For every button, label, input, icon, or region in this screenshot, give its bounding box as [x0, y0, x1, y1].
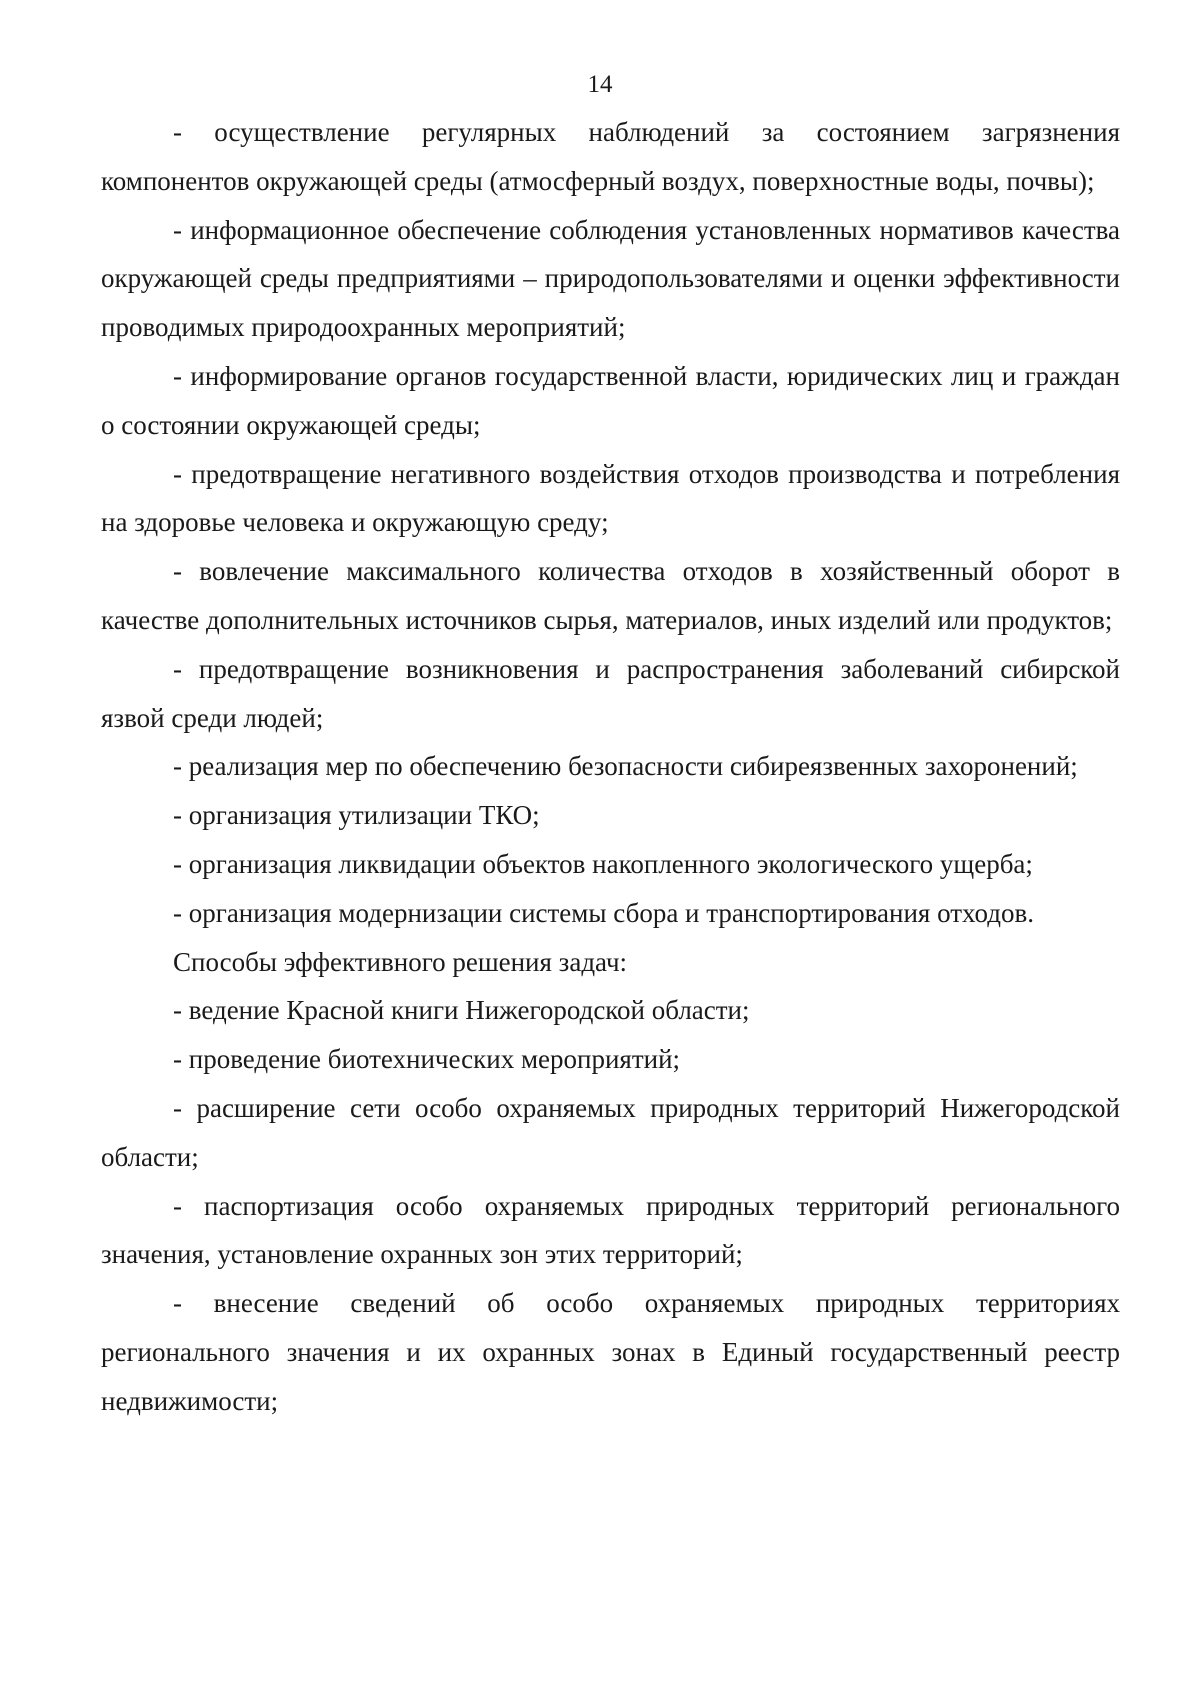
- paragraph-2: - информационное обеспечение соблюдения установленных нормативов качества окружающей среды предприятиями – природопользователями и оценки эффективности проводимых природоохранных мероприятий;: [101, 214, 1120, 343]
- paragraph-10: - организация модернизации системы сбора и транспортирования отходов.: [173, 897, 1034, 928]
- paragraph-6: - предотвращение возникновения и распространения заболеваний сибирской язвой среди людей;: [101, 653, 1120, 733]
- paragraph-15: - паспортизация особо охраняемых природных территорий регионального значения, установление охранных зон этих территорий;: [101, 1190, 1120, 1270]
- paragraph-3: - информирование органов государственной власти, юридических лиц и граждан о состоянии окружающей среды;: [101, 360, 1120, 440]
- paragraph-8: - организация утилизации ТКО;: [173, 800, 540, 831]
- paragraph-14: - расширение сети особо охраняемых природных территорий Нижегородской области;: [101, 1092, 1120, 1172]
- page-number: 14: [587, 71, 613, 98]
- paragraph-4: - предотвращение негативного воздействия отходов производства и потребления на здоровье человека и окружающую среду;: [101, 458, 1120, 538]
- paragraph-7: - реализация мер по обеспечению безопасности сибиреязвенных захоронений;: [173, 751, 1078, 782]
- document-body: [101, 108, 1120, 1426]
- paragraph-13: - проведение биотехнических мероприятий;: [173, 1044, 681, 1075]
- paragraph-12: - ведение Красной книги Нижегородской области;: [173, 995, 750, 1026]
- paragraph-5: - вовлечение максимального количества отходов в хозяйственный оборот в качестве дополнительных источников сырья, материалов, иных изделий или продуктов;: [101, 556, 1120, 635]
- paragraph-9: - организация ликвидации объектов накопленного экологического ущерба;: [173, 848, 1033, 879]
- section-heading: Способы эффективного решения задач:: [173, 946, 628, 977]
- paragraph-1: - осуществление регулярных наблюдений за состоянием загрязнения компонентов окружающей среды (атмосферный воздух, поверхностные воды, почвы);: [101, 117, 1120, 196]
- paragraph-16: - внесение сведений об особо охраняемых природных территориях регионального значения и их охранных зонах в Единый государственный реестр недвижимости;: [101, 1288, 1120, 1416]
